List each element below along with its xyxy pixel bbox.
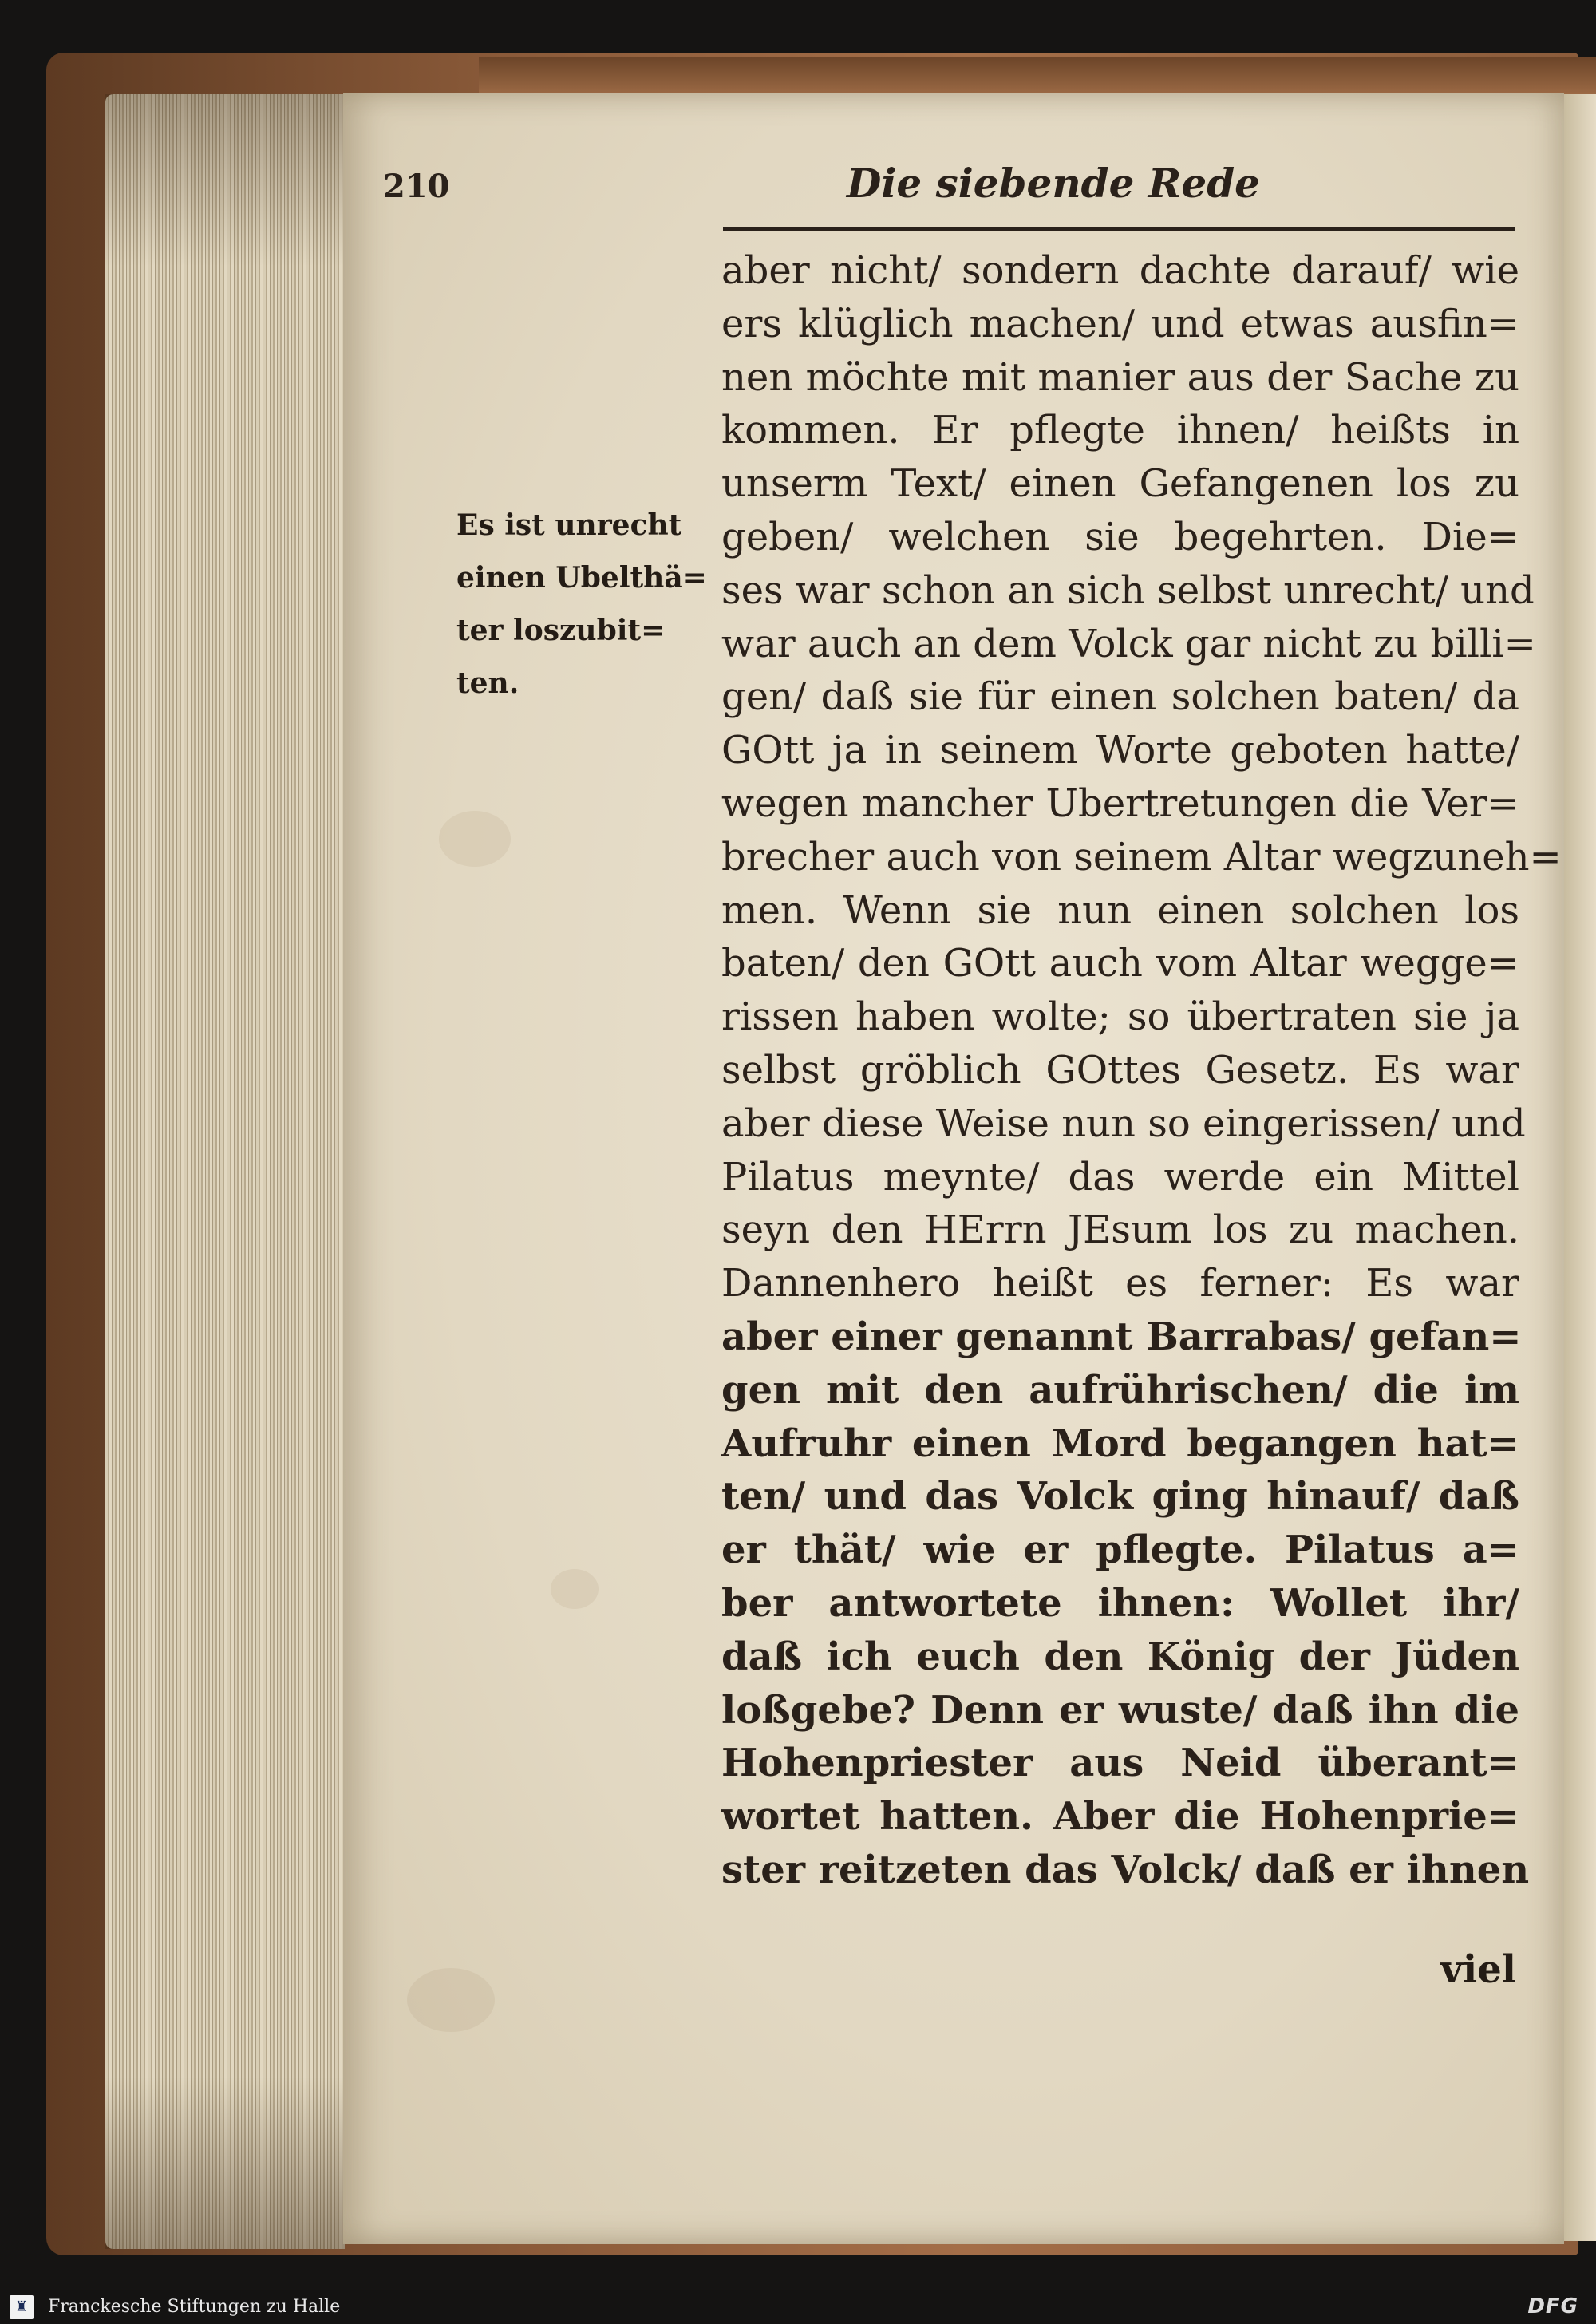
text-line: Hohenpriester aus Neid überant= — [721, 1741, 1519, 1786]
text-line: seyn den HErrn JEsum los zu machen. — [721, 1207, 1519, 1253]
body-text — [721, 244, 1562, 1897]
margin-note-line: ten. — [456, 666, 519, 700]
margin-note-line: Es ist unrecht — [456, 508, 682, 542]
text-line: aber nicht/ sondern dachte darauf/ wie — [721, 248, 1519, 293]
text-line: rissen haben wolte; so übertraten sie ja — [721, 994, 1519, 1040]
margin-note-line: ter loszubit= — [456, 614, 666, 647]
text-line: ster reitzeten das Volck/ daß er ihnen — [721, 1847, 1530, 1892]
page-edges — [105, 94, 345, 2249]
text-line: GOtt ja in seinem Worte geboten hatte/ — [721, 728, 1519, 773]
paper-stain — [551, 1569, 598, 1609]
header-rule — [723, 227, 1515, 231]
binding-top-edge — [479, 57, 1596, 94]
running-title: Die siebende Rede — [847, 160, 1260, 207]
institution-name: Franckesche Stiftungen zu Halle — [48, 2297, 341, 2317]
text-line: gen mit den aufrührischen/ die im — [721, 1367, 1519, 1413]
text-line: loßgebe? Denn er wuste/ daß ihn die — [721, 1687, 1519, 1733]
text-line: ses war schon an sich selbst unrecht/ und — [721, 567, 1535, 613]
catchword: viel — [1440, 1947, 1516, 1992]
text-line: Pilatus meynte/ das werde ein Mittel — [721, 1154, 1519, 1200]
text-line: nen möchte mit manier aus der Sache zu — [721, 354, 1519, 400]
text-line: war auch an dem Volck gar nicht zu billi= — [721, 621, 1536, 666]
institution-logo-icon[interactable]: ♜ — [10, 2295, 34, 2319]
page-number: 210 — [383, 168, 450, 205]
margin-note — [456, 499, 712, 709]
paper-stain — [439, 811, 511, 867]
text-line: selbst gröblich GOttes Gesetz. Es war — [721, 1047, 1519, 1093]
text-line: unserm Text/ einen Gefangenen los zu — [721, 461, 1519, 507]
text-line: aber einer genannt Barrabas/ gefan= — [721, 1314, 1522, 1359]
text-line: wortet hatten. Aber die Hohenprie= — [721, 1794, 1519, 1840]
dfg-logo[interactable]: DFG — [1527, 2294, 1578, 2318]
paper-stain — [407, 1968, 495, 2032]
text-line: Dannenhero heißt es ferner: Es war — [721, 1261, 1519, 1306]
facing-page-edge — [1564, 94, 1596, 2241]
text-line: gen/ daß sie für einen solchen baten/ da — [721, 674, 1519, 720]
text-line: ers klüglich machen/ und etwas ausfin= — [721, 301, 1519, 346]
text-line: ten/ und das Volck ging hinauf/ daß — [721, 1474, 1519, 1520]
text-line: baten/ den GOtt auch vom Altar wegge= — [721, 941, 1519, 986]
text-line: aber diese Weise nun so eingerissen/ und — [721, 1101, 1526, 1146]
footer-bar — [0, 2290, 1596, 2324]
text-line: ber antwortete ihnen: Wollet ihr/ — [721, 1580, 1519, 1626]
margin-note-line: einen Ubelthä= — [456, 561, 707, 595]
text-line: wegen mancher Ubertretungen die Ver= — [721, 781, 1519, 826]
text-line: kommen. Er pflegte ihnen/ heißts in — [721, 408, 1519, 453]
text-line: daß ich euch den König der Jüden — [721, 1634, 1519, 1679]
text-line: men. Wenn sie nun einen solchen los — [721, 887, 1519, 933]
text-line: geben/ welchen sie begehrten. Die= — [721, 514, 1519, 559]
text-line: er thät/ wie er pflegte. Pilatus a= — [721, 1528, 1519, 1573]
text-line: brecher auch von seinem Altar wegzuneh= — [721, 834, 1562, 879]
text-line: Aufruhr einen Mord begangen hat= — [721, 1421, 1519, 1466]
